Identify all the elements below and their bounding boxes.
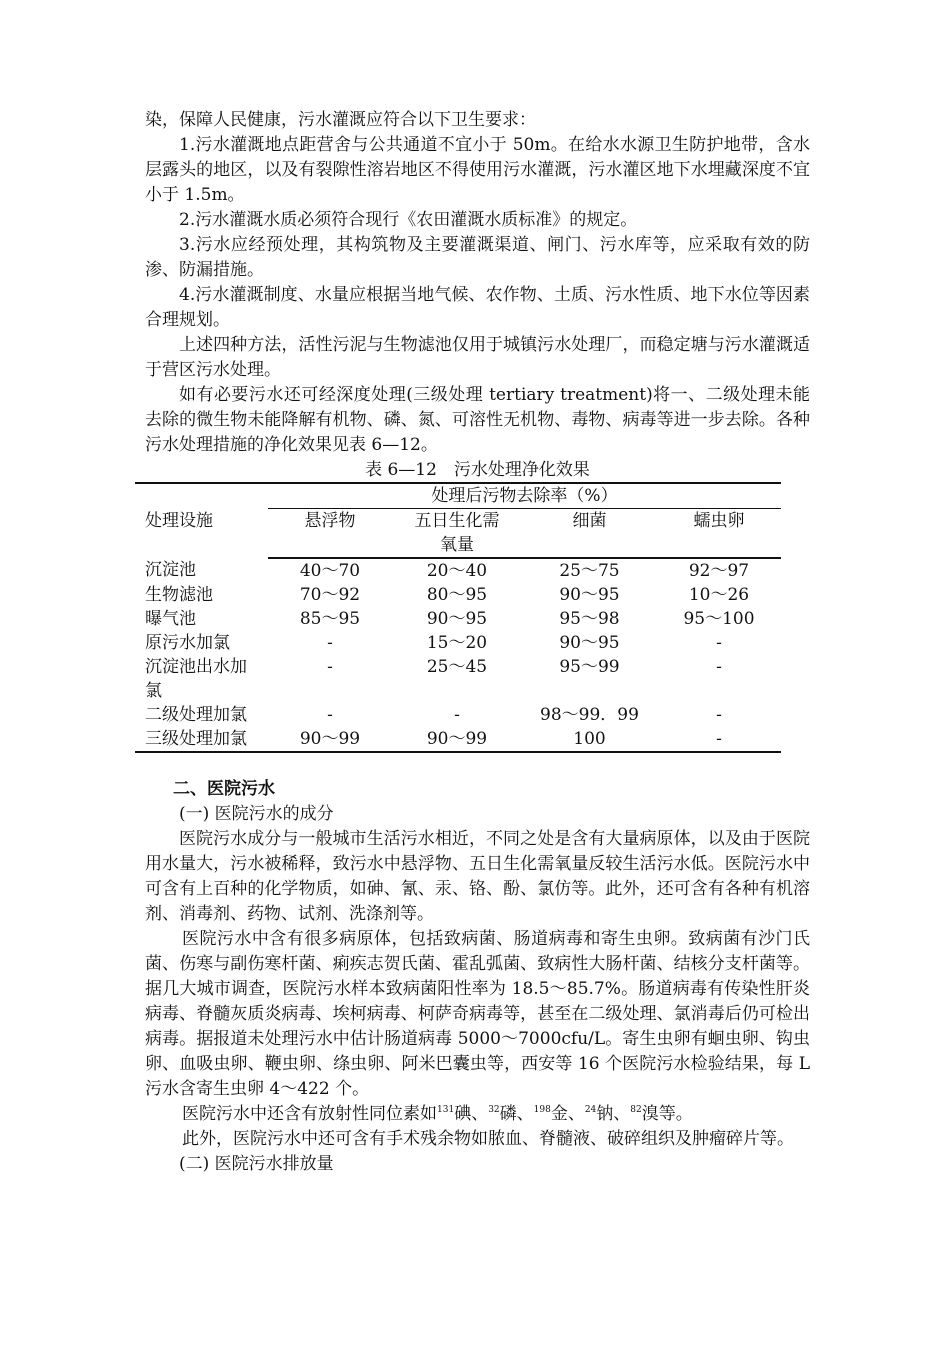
isotope-mass: 131 xyxy=(437,1105,455,1115)
table-row xyxy=(135,607,781,631)
table-row xyxy=(135,631,781,655)
table-cell: - xyxy=(454,705,460,725)
isotope-element: 碘 xyxy=(454,1104,472,1124)
facility-name: 曝气池 xyxy=(145,609,196,629)
table-cell: 92～97 xyxy=(688,561,750,581)
table-cell: - xyxy=(327,633,333,653)
column-header: 细菌 xyxy=(522,509,657,559)
isotope-separator: 、 xyxy=(567,1104,585,1124)
table-cell: - xyxy=(327,705,333,725)
isotope-paragraph xyxy=(145,1102,810,1127)
facility-name: 沉淀池 xyxy=(145,560,196,580)
table-row xyxy=(135,558,781,583)
facility-name: 沉淀池出水加氯 xyxy=(145,657,247,701)
isotope-mass: 198 xyxy=(533,1105,551,1115)
table-cell: 95～98 xyxy=(559,609,620,629)
table-cell: 85～95 xyxy=(299,609,361,629)
facility-header: 处理设施 xyxy=(135,483,268,558)
facility-name: 三级处理加氯 xyxy=(135,727,268,752)
table-cell: 90～95 xyxy=(559,633,620,653)
isotope-list xyxy=(437,1104,659,1124)
table-cell: 25～75 xyxy=(559,561,620,581)
subsection-heading: (一) 医院污水的成分 xyxy=(179,804,334,824)
page-body xyxy=(145,108,810,1177)
isotope-mass: 24 xyxy=(584,1105,597,1115)
subsection-heading: (二) 医院污水排放量 xyxy=(179,1154,334,1174)
purification-table xyxy=(135,482,781,753)
table-row xyxy=(135,727,781,752)
table-cell: 80～95 xyxy=(426,585,488,605)
paragraph: 医院污水中含有很多病原体，包括致病菌、肠道病毒和寄生虫卵。致病菌有沙门氏菌、伤寒与副伤寒杆菌、痢疾志贺氏菌、霍乱弧菌、致病性大肠杆菌、结核分支杆菌等。据几大城市调查，医院污水样本致病菌阳性率为 18.5～85.7%。肠道病毒有传染性肝炎病毒、脊髓灰质炎病毒、埃柯病毒、柯萨奇病毒等，甚至在二级处理、氯消毒后仍可检出病毒。据报道未处理污水中估计肠道病毒 5000～7000cfu/L。寄生虫卵有蛔虫卵、钩虫卵、血吸虫卵、鞭虫卵、绦虫卵、阿米巴囊虫等，西安等 16 个医院污水检验结果，每 L 污水含寄生虫卵 4～422 个。 xyxy=(145,929,810,1099)
paragraph: 2.污水灌溉水质必须符合现行《农田灌溉水质标准》的规定。 xyxy=(179,210,638,230)
table-cell: 10～26 xyxy=(688,585,750,605)
paragraph: 4.污水灌溉制度、水量应根据当地气候、农作物、土质、污水性质、地下水位等因素合理规划。 xyxy=(145,285,810,330)
table-cell: 15～20 xyxy=(426,633,488,653)
table-cell: 90～95 xyxy=(559,585,620,605)
isotope-element: 钠 xyxy=(596,1104,614,1124)
table-cell: 95～99 xyxy=(559,657,620,677)
isotope-element: 溴 xyxy=(641,1104,659,1124)
isotope-mass: 32 xyxy=(488,1105,500,1115)
table-row xyxy=(135,583,781,607)
table-caption: 表 6—12 污水处理净化效果 xyxy=(365,460,590,480)
table-cell: 25～45 xyxy=(426,657,488,677)
isotope-separator: 、 xyxy=(471,1104,489,1124)
column-header: 悬浮物 xyxy=(268,509,392,559)
isotope-mass: 82 xyxy=(630,1105,642,1115)
table-cell: 95～100 xyxy=(683,609,755,629)
column-header: 五日生化需氧量 xyxy=(392,509,522,559)
facility-name: 生物滤池 xyxy=(145,585,213,605)
table-cell: - xyxy=(716,633,722,653)
table-cell: - xyxy=(327,657,333,677)
table-cell: 90～99 xyxy=(268,727,392,752)
table-cell: - xyxy=(657,727,781,752)
isotope-separator: 、 xyxy=(613,1104,631,1124)
table-cell: 100 xyxy=(522,727,657,752)
paragraph: 如有必要污水还可经深度处理(三级处理 tertiary treatment)将一、二级处理未能去除的微生物未能降解有机物、磷、氮、可溶性无机物、毒物、病毒等进一步去除。各种污水处理措施的净化效果见表 6—12。 xyxy=(145,385,810,455)
isotope-separator: 、 xyxy=(516,1104,534,1124)
paragraph: 医院污水成分与一般城市生活污水相近，不同之处是含有大量病原体，以及由于医院用水量大，污水被稀释，致污水中悬浮物、五日生化需氧量反较生活污水低。医院污水中可含有上百种的化学物质，如砷、氰、汞、铬、酚、氯仿等。此外，还可含有各种有机溶剂、消毒剂、药物、试剂、洗涤剂等。 xyxy=(145,829,810,924)
isotope-tail: 等。 xyxy=(658,1104,693,1124)
table-row xyxy=(135,655,781,703)
facility-name: 二级处理加氯 xyxy=(145,705,247,725)
table-cell: 40～70 xyxy=(299,561,361,581)
table-cell: 90～95 xyxy=(426,609,488,629)
isotope-element: 磷 xyxy=(499,1104,517,1124)
paragraph: 染，保障人民健康，污水灌溉应符合以下卫生要求： xyxy=(145,110,536,130)
table-cell: 90～99 xyxy=(392,727,522,752)
facility-name: 原污水加氯 xyxy=(145,633,230,653)
table-cell: 98～99．99 xyxy=(540,705,639,725)
removal-rate-header: 处理后污物去除率（%） xyxy=(268,483,781,509)
isotope-lead: 医院污水中还含有放射性同位素如 xyxy=(182,1104,437,1124)
paragraph: 上述四种方法，活性污泥与生物滤池仅用于城镇污水处理厂，而稳定塘与污水灌溉适于营区污水处理。 xyxy=(145,335,810,380)
paragraph: 此外，医院污水中还可含有手术残余物如脓血、脊髓液、破碎组织及肿瘤碎片等。 xyxy=(182,1129,794,1149)
column-header: 蠕虫卵 xyxy=(657,509,781,559)
isotope-element: 金 xyxy=(550,1104,568,1124)
table-cell: 70～92 xyxy=(299,585,361,605)
section-heading: 二、医院污水 xyxy=(173,779,275,799)
table-cell: 20～40 xyxy=(426,561,488,581)
table-cell: - xyxy=(716,657,722,677)
paragraph: 1.污水灌溉地点距营舍与公共通道不宜小于 50m。在给水水源卫生防护地带，含水层露头的地区，以及有裂隙性溶岩地区不得使用污水灌溉，污水灌区地下水埋藏深度不宜小于 1.5m。 xyxy=(145,135,810,205)
paragraph: 3.污水应经预处理，其构筑物及主要灌溉渠道、闸门、污水库等，应采取有效的防渗、防漏措施。 xyxy=(145,235,810,280)
table-cell: - xyxy=(716,705,722,725)
table-row xyxy=(135,703,781,727)
